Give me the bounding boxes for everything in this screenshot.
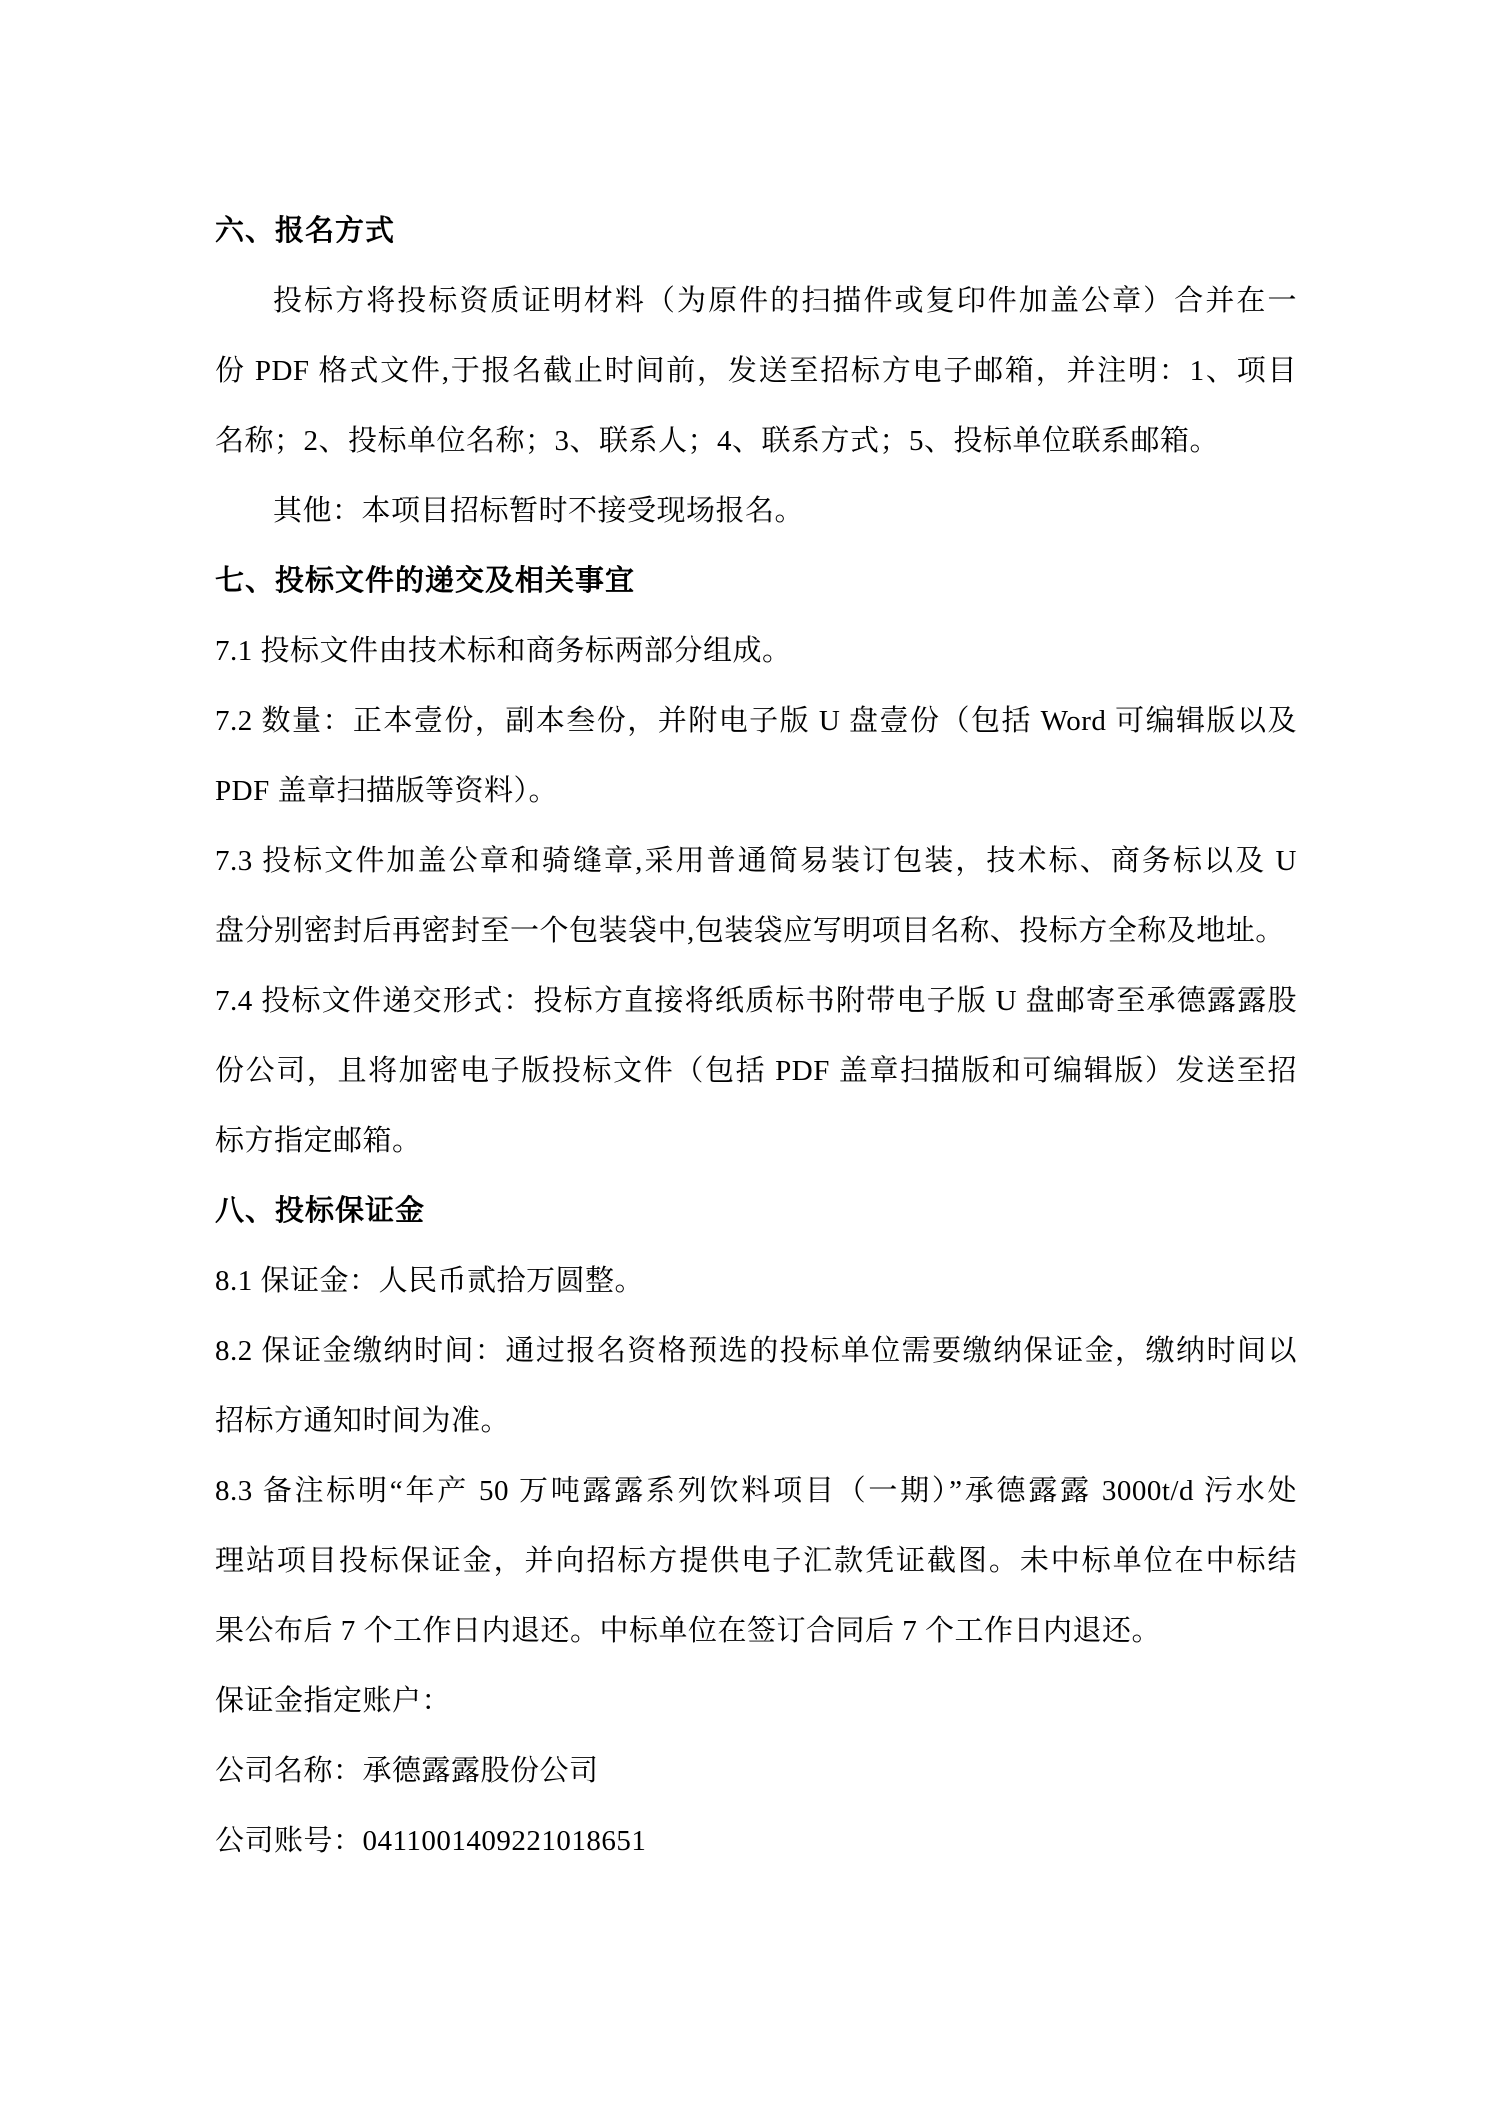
text-line: 份公司，且将加密电子版投标文件（包括 PDF 盖章扫描版和可编辑版）发送至招 <box>215 1055 1297 1087</box>
text-line: 公司账号：0411001409221018651 <box>215 1825 647 1857</box>
text-line: 公司名称：承德露露股份公司 <box>215 1755 599 1787</box>
text-line: PDF 盖章扫描版等资料）。 <box>215 775 558 807</box>
text-line: 标方指定邮箱。 <box>215 1125 422 1157</box>
text-line: 份 PDF 格式文件,于报名截止时间前，发送至招标方电子邮箱，并注明：1、项目 <box>215 355 1297 387</box>
text-line: 招标方通知时间为准。 <box>215 1405 511 1437</box>
section-6-heading: 六、报名方式 <box>215 215 396 247</box>
text-line: 投标方将投标资质证明材料（为原件的扫描件或复印件加盖公章）合并在一 <box>273 285 1297 317</box>
text-line: 8.3 备注标明“年产 50 万吨露露系列饮料项目（一期）”承德露露 3000t/d 污水处 <box>215 1475 1297 1507</box>
text-line: 保证金指定账户： <box>215 1685 452 1717</box>
text-line: 果公布后 7 个工作日内退还。中标单位在签订合同后 7 个工作日内退还。 <box>215 1615 1162 1647</box>
section-8-heading: 八、投标保证金 <box>215 1195 426 1227</box>
text-line: 理站项目投标保证金，并向招标方提供电子汇款凭证截图。未中标单位在中标结 <box>215 1545 1297 1577</box>
section-7-heading: 七、投标文件的递交及相关事宜 <box>215 565 636 597</box>
text-line: 7.3 投标文件加盖公章和骑缝章,采用普通简易装订包装，技术标、商务标以及 U <box>215 845 1297 877</box>
text-line: 7.1 投标文件由技术标和商务标两部分组成。 <box>215 635 792 667</box>
text-line: 8.2 保证金缴纳时间：通过报名资格预选的投标单位需要缴纳保证金，缴纳时间以 <box>215 1335 1297 1367</box>
text-line: 名称；2、投标单位名称；3、联系人；4、联系方式；5、投标单位联系邮箱。 <box>215 425 1220 457</box>
text-line: 8.1 保证金：人民币贰拾万圆整。 <box>215 1265 645 1297</box>
text-line: 7.4 投标文件递交形式：投标方直接将纸质标书附带电子版 U 盘邮寄至承德露露股 <box>215 985 1297 1017</box>
text-line: 7.2 数量：正本壹份，副本叁份，并附电子版 U 盘壹份（包括 Word 可编辑版以及 <box>215 705 1297 737</box>
text-line: 其他：本项目招标暂时不接受现场报名。 <box>273 495 805 527</box>
text-line: 盘分别密封后再密封至一个包装袋中,包装袋应写明项目名称、投标方全称及地址。 <box>215 915 1285 947</box>
